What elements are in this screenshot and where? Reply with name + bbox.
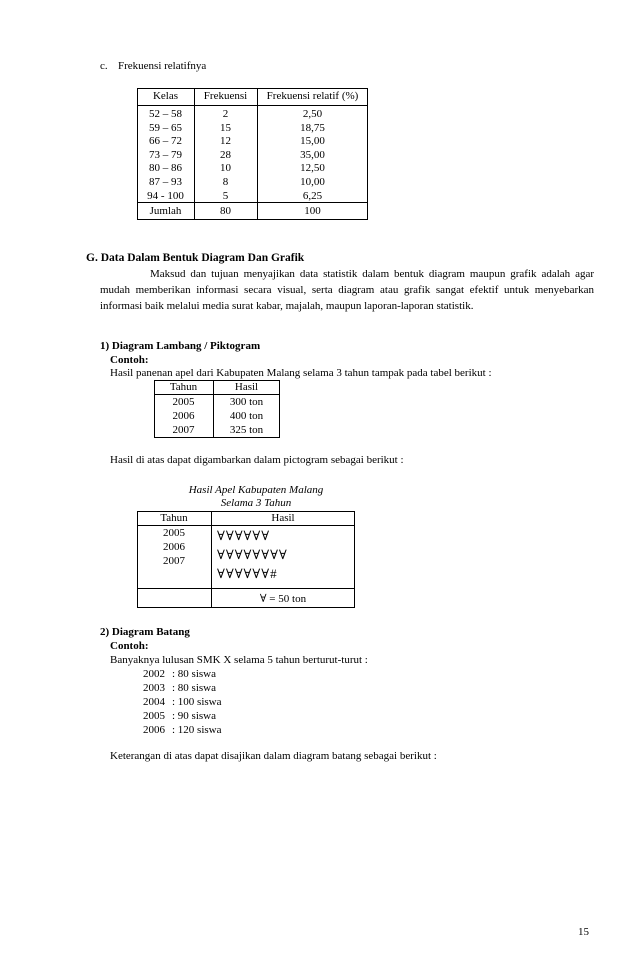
picto-header-tahun: Tahun xyxy=(160,512,188,524)
table-cell-relatif: 12,50 xyxy=(300,162,325,175)
table-cell-relatif: 6,25 xyxy=(302,189,323,202)
harvest-cell-tahun: 2005 xyxy=(172,396,195,408)
section-g-paragraph: Maksud dan tujuan menyajikan data statistik dalam bentuk diagram maupun grafik adalah agar mudah memberikan informasi secara visual, serta diagram atau grafik sangat efektif untuk menyebarkan informasi baik melalui media surat kabar, majalah, maupun laporan-laporan statistik. xyxy=(100,268,594,312)
table-header-frekuensi: Frekuensi xyxy=(203,90,248,102)
pictogram-table xyxy=(137,511,355,608)
table-cell-kelas: 94 - 100 xyxy=(147,189,184,202)
picto-year: 2005 xyxy=(163,527,185,539)
pictogram-title-2: Selama 3 Tahun xyxy=(220,497,292,509)
table-cell-relatif: 18,75 xyxy=(300,121,325,134)
table-cell-frekuensi: 10 xyxy=(220,162,231,175)
graduate-count: : 120 siswa xyxy=(172,724,222,736)
table-cell-frekuensi: 8 xyxy=(222,176,229,188)
pictogram-title-1: Hasil Apel Kabupaten Malang xyxy=(188,484,324,496)
harvest-header-tahun: Tahun xyxy=(169,381,198,393)
section-g-heading: G. Data Dalam Bentuk Diagram Dan Grafik xyxy=(86,252,305,264)
bar-after-text: Keterangan di atas dapat disajikan dalam diagram batang sebagai berikut : xyxy=(110,750,437,762)
table-border-top xyxy=(137,88,368,89)
table-total-frekuensi: 80 xyxy=(220,205,231,217)
table-cell-kelas: 80 – 86 xyxy=(149,162,182,175)
apple-symbol-row: ∀∀∀∀∀∀ xyxy=(217,528,271,543)
table-total-label: Jumlah xyxy=(149,205,182,217)
apple-symbol-row: ∀∀∀∀∀∀# xyxy=(217,566,278,581)
table-cell-kelas: 52 – 58 xyxy=(149,108,182,120)
table-cell-relatif: 35,00 xyxy=(300,148,325,161)
picto-border-bottom xyxy=(137,607,355,608)
harvest-cell-tahun: 2006 xyxy=(172,410,195,422)
harvest-border-bottom xyxy=(154,437,280,438)
table-cell-frekuensi: 28 xyxy=(220,148,231,161)
graduate-count: : 80 siswa xyxy=(172,682,216,694)
harvest-cell-hasil: 300 ton xyxy=(229,396,264,408)
table-header-kelas: Kelas xyxy=(152,90,179,102)
table-cell-frekuensi: 12 xyxy=(220,135,231,148)
table-cell-relatif: 15,00 xyxy=(300,135,325,148)
table-cell-relatif: 2,50 xyxy=(302,108,323,120)
page-number: 15 xyxy=(578,926,589,938)
table-cell-kelas: 66 – 72 xyxy=(149,135,182,148)
harvest-cell-hasil: 400 ton xyxy=(229,410,264,422)
pictogram-heading: 1) Diagram Lambang / Piktogram xyxy=(100,340,261,352)
graduate-count: : 100 siswa xyxy=(172,696,222,708)
bar-intro: Banyaknya lulusan SMK X selama 5 tahun berturut-turut : xyxy=(110,654,368,666)
pictogram-intro: Hasil panenan apel dari Kabupaten Malang selama 3 tahun tampak pada tabel berikut : xyxy=(110,367,492,379)
table-cell-kelas: 73 – 79 xyxy=(149,148,182,161)
table-header-relatif: Frekuensi relatif (%) xyxy=(266,90,359,102)
bar-heading: 2) Diagram Batang xyxy=(100,626,190,638)
table-cell-relatif: 10,00 xyxy=(300,176,325,188)
table-cell-kelas: 87 – 93 xyxy=(149,176,182,188)
graduate-year: 2004 xyxy=(143,696,165,708)
graduate-year: 2003 xyxy=(143,682,165,694)
graduate-year: 2006 xyxy=(143,724,165,736)
section-c-text: Frekuensi relatifnya xyxy=(118,60,207,72)
harvest-border-header xyxy=(154,394,280,395)
graduate-year: 2002 xyxy=(143,668,165,680)
graduate-count: : 90 siswa xyxy=(172,710,216,722)
picto-year: 2006 xyxy=(163,541,185,553)
table-border-total xyxy=(137,202,368,203)
frequency-table xyxy=(137,88,368,220)
picto-legend: ∀ = 50 ton xyxy=(259,593,307,605)
pictogram-contoh: Contoh: xyxy=(110,354,149,366)
table-cell-frekuensi: 15 xyxy=(220,121,231,134)
table-border-header xyxy=(137,105,368,106)
picto-border-legend xyxy=(137,588,355,589)
harvest-header-hasil: Hasil xyxy=(234,381,259,393)
graduate-year: 2005 xyxy=(143,710,165,722)
pictogram-after-text: Hasil di atas dapat digambarkan dalam pictogram sebagai berikut : xyxy=(110,454,404,466)
harvest-table xyxy=(154,380,280,438)
table-cell-frekuensi: 5 xyxy=(222,189,229,202)
picto-border-header xyxy=(137,525,355,526)
harvest-cell-tahun: 2007 xyxy=(172,424,195,436)
harvest-cell-hasil: 325 ton xyxy=(229,424,264,436)
picto-year: 2007 xyxy=(163,555,185,567)
table-cell-kelas: 59 – 65 xyxy=(149,121,182,134)
apple-symbol-row: ∀∀∀∀∀∀∀∀ xyxy=(217,547,288,562)
bar-contoh: Contoh: xyxy=(110,640,149,652)
picto-header-hasil: Hasil xyxy=(271,512,295,524)
graduate-count: : 80 siswa xyxy=(172,668,216,680)
table-border-bottom xyxy=(137,219,368,220)
table-cell-frekuensi: 2 xyxy=(222,108,229,120)
section-c-label: c. xyxy=(100,60,108,72)
table-total-relatif: 100 xyxy=(304,205,321,217)
